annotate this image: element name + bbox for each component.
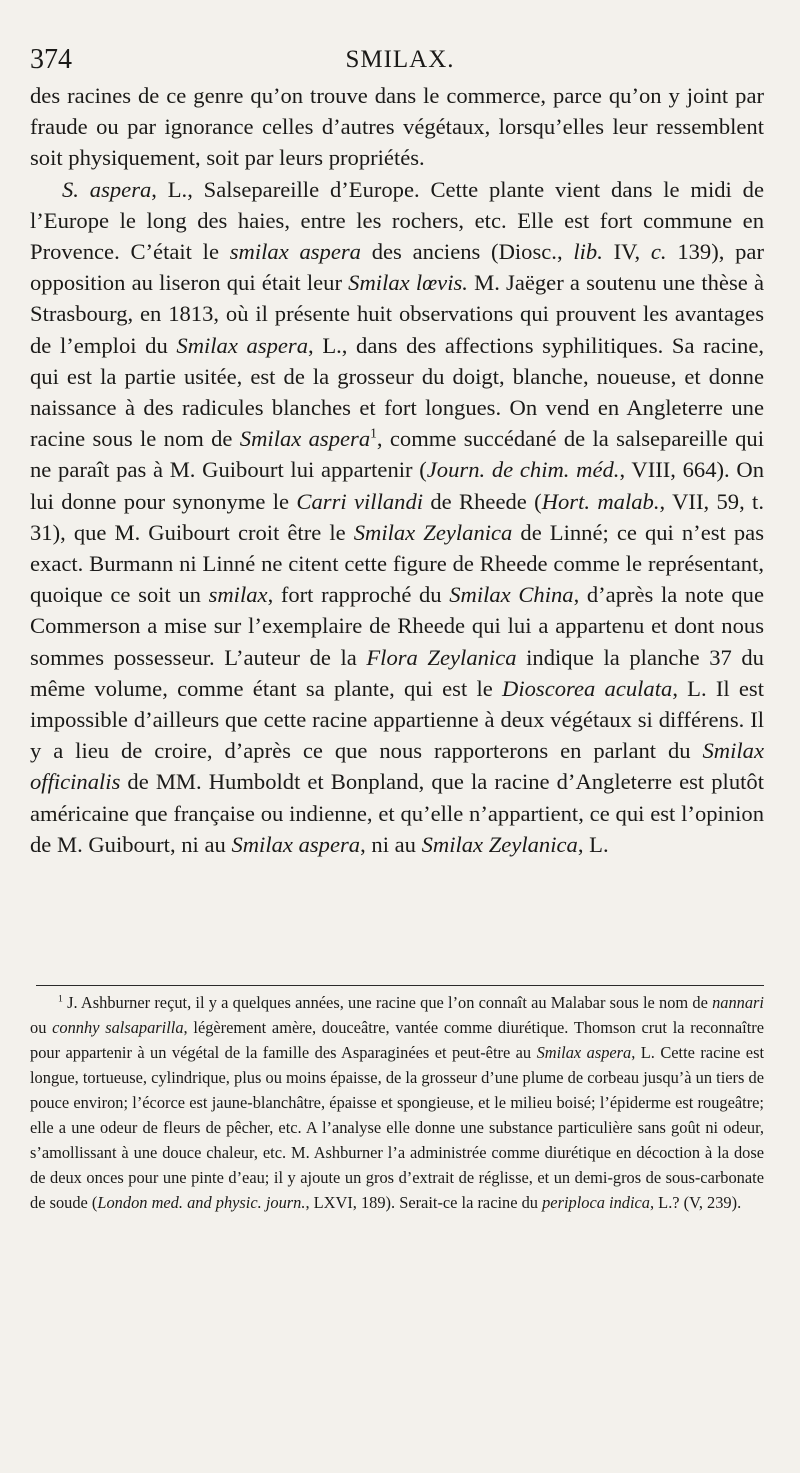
running-title: SMILAX. <box>345 46 455 73</box>
footnote-divider <box>36 985 764 986</box>
paragraph-smilax-aspera: S. aspera, L., Salsepareille d’Europe. Cette plante vient dans le midi de l’Europe le long des haies, entre les rochers, etc. Elle est fort commune en Provence. C’était le smilax aspera des anciens (Diosc., lib. IV, c. 139), par opposition au liseron qui était leur Smilax lœvis. M. Jaëger a soutenu une thèse à Strasbourg, en 1813, où il présente huit observations qui prouvent les avantages de l’emploi du Smilax aspera, L., dans des affections syphilitiques. Sa racine, qui est la partie usitée, est de la grosseur du doigt, blanche, noueuse, et donne naissance à des radicules blanches et fort longues. On vend en Angleterre une racine sous le nom de Smilax aspera$^1$, comme succédané de la salsepareille qui ne paraît pas à M. Guibourt lui appartenir (Journ. de chim. méd., VIII, 664). On lui donne pour synonyme le Carri villandi de Rheede (Hort. malab., VII, 59, t. 31), que M. Guibourt croit être le Smilax Zeylanica de Linné; ce qui n’est pas exact. Burmann ni Linné ne citent cette figure de Rheede comme le représentant, quoique ce soit un smilax, fort rapproché du Smilax China, d’après la note que Commerson a mise sur l’exemplaire de Rheede qui lui a appartenu et dont nous sommes possesseur. L’auteur de la Flora Zeylanica indique la planche 37 du même volume, comme étant sa plante, qui est le Dioscorea aculata, L. Il est impossible d’ailleurs que cette racine appartienne à deux végétaux si différens. Il y a lieu de croire, d’après ce que nous rapporterons en parlant du Smilax officinalis de MM. Humboldt et Bonpland, que la racine d’Angleterre est plutôt américaine que française ou indienne, et qu’elle n’appartient, ce qui est l’opinion de M. Guibourt, ni au Smilax aspera, ni au Smilax Zeylanica, L. <box>30 176 765 857</box>
footnote-1: $^1$ J. Ashburner reçut, il y a quelques années, une racine que l’on connaît au Malabar sous le nom de nannari ou connhy salsaparilla, légèrement amère, douceâtre, vantée comme diurétique. Thomson crut la reconnaître pour appartenir à un végétal de la famille des Asparaginées et peut-être au Smilax aspera, L. Cette racine est longue, tortueuse, cylindrique, plus ou moins épaisse, de la grosseur d’une plume de corbeau jusqu’à un tiers de pouce environ; l’écorce est jaune-blanchâtre, épaisse et spongieuse, et le milieu boisé; l’épiderme est rougeâtre; elle a une odeur de fleurs de pêcher, etc. A l’analyse elle donne une substance particulière sans goût ni odeur, s’amollissant à une douce chaleur, etc. M. Ashburner l’a administrée comme diurétique en décoction à la dose de deux onces pour une pinte d’eau; il y ajoute un gros d’extrait de réglisse, et un demi-gros de sous-carbonate de soude (London med. and physic. journ., LXVI, 189). Serait-ce la racine du periploca indica, L.? (V, 239). <box>30 993 765 1212</box>
species-name: S. aspera <box>62 176 152 202</box>
footnotes <box>30 990 764 1215</box>
page-number: 374 <box>30 44 72 75</box>
footnote-mark: 1 <box>58 993 63 1005</box>
main-text <box>30 80 764 860</box>
footnote-reference[interactable]: 1 <box>370 425 377 441</box>
paragraph-continued: des racines de ce genre qu’on trouve dans le commerce, parce qu’on y joint par fraude ou par ignorance celles d’autres végétaux, lorsqu’elles leur ressemblent soit physiquement, soit par leurs propriétés. <box>30 83 764 171</box>
page-header <box>30 44 770 84</box>
